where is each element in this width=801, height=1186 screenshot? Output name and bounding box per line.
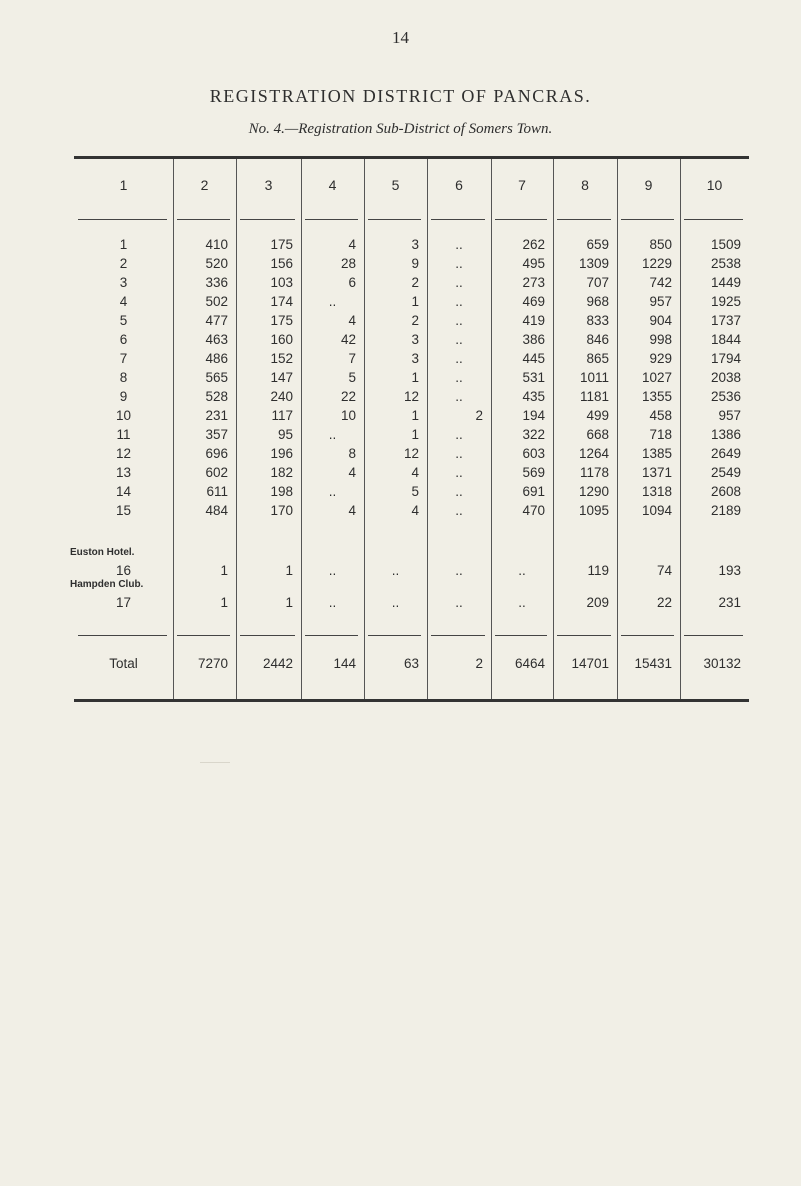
table-cell: 182 (270, 465, 293, 480)
table-cell: 152 (270, 351, 293, 366)
table-cell: 2538 (710, 256, 741, 271)
column-rule (177, 219, 230, 220)
table-cell: 929 (649, 351, 672, 366)
column-divider (617, 159, 618, 699)
table-cell: .. (455, 275, 463, 290)
row-label: 2 (119, 256, 128, 271)
table-cell: 1309 (578, 256, 609, 271)
column-rule (621, 635, 674, 636)
column-header: 5 (391, 177, 400, 193)
table-cell: .. (455, 256, 463, 271)
table-cell: 531 (522, 370, 545, 385)
row-label: 10 (115, 408, 132, 423)
table-cell: .. (455, 351, 463, 366)
table-cell: 1 (411, 408, 419, 423)
table-cell: 1386 (710, 427, 741, 442)
table-cell: 175 (270, 237, 293, 252)
table-cell: 1844 (710, 332, 741, 347)
table-cell: 28 (340, 256, 356, 271)
table-cell: 602 (205, 465, 228, 480)
table-cell: 9 (411, 256, 419, 271)
table-cell: 1449 (710, 275, 741, 290)
table-cell: .. (455, 389, 463, 404)
column-header: 1 (119, 177, 128, 193)
table-cell: 2 (475, 408, 483, 423)
total-cell: 2442 (262, 656, 293, 671)
table-cell: 198 (270, 484, 293, 499)
total-cell: 14701 (571, 656, 609, 671)
row-label: 6 (119, 332, 128, 347)
table-cell: 435 (522, 389, 545, 404)
table-cell: 1 (411, 294, 419, 309)
total-cell: 144 (333, 656, 356, 671)
table-cell: 742 (649, 275, 672, 290)
table-cell: 42 (340, 332, 356, 347)
table-cell: 486 (205, 351, 228, 366)
column-rule (621, 219, 674, 220)
table-cell: 458 (649, 408, 672, 423)
table-cell: 12 (403, 446, 419, 461)
table-cell: .. (455, 294, 463, 309)
column-header: 8 (581, 177, 589, 193)
table-cell: 470 (522, 503, 545, 518)
column-rule (684, 219, 743, 220)
table-cell: 502 (205, 294, 228, 309)
table-cell: 569 (522, 465, 545, 480)
table-cell: 336 (205, 275, 228, 290)
table-cell: 1509 (710, 237, 741, 252)
table-cell: 1925 (710, 294, 741, 309)
table-cell: 445 (522, 351, 545, 366)
table-cell: 22 (340, 389, 356, 404)
total-cell: 6464 (514, 656, 545, 671)
column-rule (368, 635, 421, 636)
row-label: 9 (119, 389, 128, 404)
row-note: Hampden Club. (70, 579, 144, 590)
table-cell: 611 (206, 484, 228, 499)
table-cell: 3 (411, 351, 419, 366)
table-cell: 3 (411, 237, 419, 252)
table-cell: 1385 (641, 446, 672, 461)
table-cell: 4 (348, 237, 356, 252)
table-cell: 6 (348, 275, 356, 290)
table-cell: 2 (411, 275, 419, 290)
table-cell: 691 (522, 484, 545, 499)
table-cell: 477 (205, 313, 228, 328)
column-divider (364, 159, 365, 699)
table-cell: 1178 (579, 465, 609, 480)
table-cell: 1355 (641, 389, 672, 404)
statistics-table (70, 156, 749, 702)
column-rule (78, 219, 167, 220)
table-cell: 1371 (641, 465, 672, 480)
column-rule (78, 635, 167, 636)
table-cell: 4 (348, 313, 356, 328)
table-cell: 2189 (710, 503, 741, 518)
table-cell: 209 (586, 595, 609, 610)
table-cell: 322 (522, 427, 545, 442)
table-cell: 2038 (710, 370, 741, 385)
table-cell: 495 (522, 256, 545, 271)
table-cell: 22 (656, 595, 672, 610)
total-label: Total (109, 656, 138, 671)
table-cell: 103 (270, 275, 293, 290)
table-cell: .. (455, 595, 463, 610)
table-cell: 231 (205, 408, 228, 423)
table-cell: 1264 (578, 446, 609, 461)
table-cell: 170 (270, 503, 293, 518)
page-title: REGISTRATION DISTRICT OF PANCRAS. (209, 86, 592, 106)
column-rule (240, 219, 295, 220)
table-cell: 386 (522, 332, 545, 347)
table-cell: 850 (649, 237, 672, 252)
table-cell: 2 (411, 313, 419, 328)
table-cell: 2549 (710, 465, 741, 480)
table-cell: .. (518, 563, 526, 578)
table-cell: 10 (340, 408, 356, 423)
table-cell: 1 (285, 595, 293, 610)
table-cell: 2649 (710, 446, 741, 461)
row-note: Euston Hotel. (70, 547, 135, 558)
row-label: 7 (119, 351, 128, 366)
table-cell: 117 (271, 408, 293, 423)
table-cell: 147 (270, 370, 293, 385)
column-divider (553, 159, 554, 699)
table-cell: 1 (411, 427, 419, 442)
table-cell: 484 (205, 503, 228, 518)
table-cell: 4 (411, 465, 419, 480)
table-cell: .. (455, 237, 463, 252)
row-label: 5 (119, 313, 128, 328)
table-cell: .. (455, 427, 463, 442)
table-cell: 718 (649, 427, 672, 442)
total-cell: 15431 (634, 656, 672, 671)
table-cell: .. (328, 427, 337, 442)
table-cell: 3 (411, 332, 419, 347)
row-label: 17 (115, 595, 132, 610)
table-cell: 74 (656, 563, 672, 578)
table-cell: 668 (586, 427, 609, 442)
table-cell: 1290 (578, 484, 609, 499)
column-divider (301, 159, 302, 699)
total-cell: 2 (475, 656, 483, 671)
table-cell: 1094 (641, 503, 672, 518)
faint-mark (200, 762, 230, 763)
table-cell: 410 (205, 237, 228, 252)
column-header: 2 (200, 177, 209, 193)
table-cell: 4 (411, 503, 419, 518)
table-cell: 2536 (710, 389, 741, 404)
table-cell: 4 (348, 465, 356, 480)
table-cell: 1229 (641, 256, 672, 271)
column-rule (684, 635, 743, 636)
table-cell: 833 (586, 313, 609, 328)
table-cell: 1 (285, 563, 293, 578)
table-cell: 1027 (641, 370, 672, 385)
table-cell: 4 (348, 503, 356, 518)
table-cell: .. (328, 563, 337, 578)
row-label: 3 (119, 275, 128, 290)
column-rule (368, 219, 421, 220)
table-cell: .. (455, 370, 463, 385)
table-cell: 262 (522, 237, 545, 252)
table-cell: 5 (348, 370, 356, 385)
column-rule (305, 219, 358, 220)
table-cell: 231 (718, 595, 741, 610)
table-cell: 968 (586, 294, 609, 309)
table-cell: 865 (586, 351, 609, 366)
column-divider (173, 159, 174, 699)
table-cell: 520 (205, 256, 228, 271)
table-cell: 2608 (710, 484, 741, 499)
table-cell: 904 (649, 313, 672, 328)
column-header: 7 (518, 177, 526, 193)
table-cell: 240 (270, 389, 293, 404)
table-cell: 193 (718, 563, 741, 578)
table-cell: .. (328, 294, 337, 309)
table-cell: .. (391, 563, 400, 578)
table-cell: 528 (205, 389, 228, 404)
table-cell: 1 (220, 595, 228, 610)
table-cell: 160 (270, 332, 293, 347)
table-cell: 119 (587, 563, 609, 578)
table-cell: 603 (522, 446, 545, 461)
table-cell: 174 (270, 294, 293, 309)
table-cell: 1794 (710, 351, 741, 366)
column-divider (680, 159, 681, 699)
table-cell: 957 (718, 408, 741, 423)
table-cell: 565 (205, 370, 228, 385)
table-cell: .. (455, 332, 463, 347)
table-cell: 1318 (641, 484, 672, 499)
table-cell: .. (328, 595, 337, 610)
table-cell: 156 (270, 256, 293, 271)
page-subtitle: No. 4.—Registration Sub-District of Somers Town. (248, 121, 553, 137)
column-rule (431, 635, 485, 636)
table-cell: 1011 (579, 370, 609, 385)
column-rule (495, 635, 547, 636)
table-cell: 357 (205, 427, 228, 442)
table-cell: 846 (586, 332, 609, 347)
table-cell: .. (455, 503, 463, 518)
row-label: 11 (116, 427, 131, 442)
table-cell: 469 (522, 294, 545, 309)
table-cell: 499 (586, 408, 609, 423)
table-header (74, 159, 749, 217)
table-cell: 196 (270, 446, 293, 461)
table-cell: .. (391, 595, 400, 610)
table-cell: 1737 (710, 313, 741, 328)
column-divider (491, 159, 492, 699)
table-cell: 1 (411, 370, 419, 385)
column-rule (495, 219, 547, 220)
table-cell: .. (328, 484, 337, 499)
table-cell: 419 (522, 313, 545, 328)
table-cell: 1181 (579, 389, 609, 404)
table-cell: .. (518, 595, 526, 610)
column-divider (236, 159, 237, 699)
column-rule (431, 219, 485, 220)
table-cell: 8 (348, 446, 356, 461)
table-cell: 998 (649, 332, 672, 347)
total-cell: 30132 (703, 656, 741, 671)
column-header: 4 (328, 177, 337, 193)
table-cell: 95 (277, 427, 293, 442)
column-header: 3 (264, 177, 273, 193)
table-cell: 696 (205, 446, 228, 461)
table-cell: .. (455, 313, 463, 328)
row-label: 4 (119, 294, 128, 309)
column-header: 9 (644, 177, 653, 193)
table-cell: 707 (586, 275, 609, 290)
column-header: 10 (706, 177, 723, 193)
column-rule (557, 635, 611, 636)
table-cell: 5 (411, 484, 419, 499)
total-cell: 63 (403, 656, 419, 671)
table-cell: .. (455, 484, 463, 499)
table-cell: 273 (522, 275, 545, 290)
column-rule (177, 635, 230, 636)
table-cell: 1 (220, 563, 228, 578)
total-cell: 7270 (197, 656, 228, 671)
page-number: 14 (392, 28, 409, 47)
row-label: 8 (119, 370, 128, 385)
table-cell: 1095 (578, 503, 609, 518)
table-cell: 659 (586, 237, 609, 252)
table-cell: 463 (205, 332, 228, 347)
table-cell: .. (455, 465, 463, 480)
row-label: 16 (115, 563, 132, 578)
table-cell: .. (455, 563, 463, 578)
column-divider (427, 159, 428, 699)
table-cell: 12 (403, 389, 419, 404)
table-cell: 957 (649, 294, 672, 309)
column-rule (240, 635, 295, 636)
row-label: 14 (115, 484, 132, 499)
row-label: 1 (119, 237, 128, 252)
table-cell: .. (455, 446, 463, 461)
column-header: 6 (455, 177, 463, 193)
table-cell: 175 (270, 313, 293, 328)
row-label: 15 (115, 503, 132, 518)
table-cell: 194 (522, 408, 545, 423)
column-rule (305, 635, 358, 636)
row-label: 13 (115, 465, 132, 480)
row-label: 12 (115, 446, 132, 461)
column-rule (557, 219, 611, 220)
table-cell: 7 (348, 351, 356, 366)
